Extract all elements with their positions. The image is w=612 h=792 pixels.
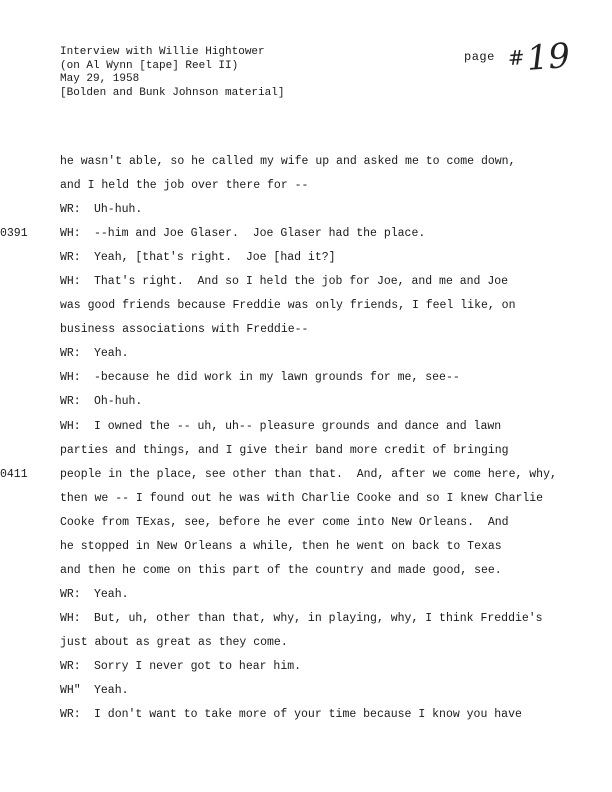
transcript-line [0, 660, 612, 684]
speaker-label: WH: [60, 419, 81, 433]
transcript-body [0, 155, 612, 732]
speaker-label: WH: [60, 611, 81, 625]
line-text: But, uh, other than that, why, in playing, why, I think Freddie's [94, 611, 543, 625]
line-text: Cooke from TExas, see, before he ever come into New Orleans. And [60, 515, 509, 529]
line-content [60, 540, 502, 554]
line-content [60, 323, 308, 337]
speaker-label: WR: [60, 708, 81, 722]
line-text: people in the place, see other than that. And, after we come here, why, [60, 467, 557, 481]
speaker-label: WR: [60, 587, 81, 601]
line-text: and I held the job over there for -- [60, 179, 309, 193]
transcript-line [0, 588, 612, 612]
line-text: Oh-huh. [94, 395, 143, 409]
line-content [60, 492, 543, 506]
tape-counter-code: 0391 [0, 227, 28, 241]
line-content [60, 516, 509, 530]
speaker-label: WR: [60, 659, 81, 673]
header-line-topic: [Bolden and Bunk Johnson material] [60, 86, 285, 99]
transcript-line [0, 420, 612, 444]
document-header [60, 46, 284, 100]
line-content [60, 371, 460, 385]
line-content [60, 251, 336, 265]
speaker-label: WR: [60, 251, 81, 265]
transcript-line [0, 708, 612, 732]
line-text: was good friends because Freddie was only friends, I feel like, on [60, 299, 516, 313]
line-content [60, 227, 425, 241]
line-text: That's right. And so I held the job for Joe, and me and Joe [94, 275, 509, 289]
line-content [60, 588, 129, 602]
page-number: 19 [525, 35, 572, 79]
speaker-label: WR: [60, 347, 81, 361]
transcript-line [0, 179, 612, 203]
handwritten-page-number [507, 36, 572, 80]
page-label: page [464, 50, 495, 64]
transcript-line [0, 612, 612, 636]
speaker-label: WH: [60, 371, 81, 385]
line-text: Yeah. [94, 684, 129, 698]
line-text: business associations with Freddie-- [60, 323, 309, 337]
transcript-line [0, 155, 612, 179]
line-content [60, 660, 301, 674]
line-content [60, 708, 522, 722]
line-text: Sorry I never got to hear him. [94, 659, 302, 673]
line-content [60, 275, 508, 289]
line-content [60, 155, 515, 169]
line-text: he wasn't able, so he called my wife up and asked me to come down, [60, 155, 516, 168]
line-text: Yeah, [that's right. Joe [had it?] [94, 251, 336, 265]
speaker-label: WR: [60, 203, 81, 217]
line-content [60, 420, 501, 434]
transcript-line [0, 323, 612, 347]
line-text: parties and things, and I give their band more credit of bringing [60, 443, 509, 457]
line-content [60, 636, 288, 650]
line-content [60, 347, 129, 361]
transcript-line [0, 371, 612, 395]
line-content [60, 395, 142, 409]
line-text: I don't want to take more of your time because I know you have [94, 708, 522, 722]
line-text: Yeah. [94, 347, 129, 361]
transcript-line [0, 347, 612, 371]
transcript-line [0, 395, 612, 419]
line-content [60, 299, 515, 313]
line-text: Uh-huh. [94, 203, 143, 217]
line-content [60, 564, 502, 578]
line-text: Yeah. [94, 587, 129, 601]
line-content [60, 684, 129, 698]
speaker-label: WH: [60, 275, 81, 289]
header-line-date: May 29, 1958 [60, 73, 140, 85]
transcript-line [0, 492, 612, 516]
transcript-line [0, 299, 612, 323]
speaker-label: WR: [60, 395, 81, 409]
line-text: just about as great as they come. [60, 635, 288, 649]
line-text: --him and Joe Glaser. Joe Glaser had the place. [94, 227, 426, 241]
line-content [60, 468, 557, 482]
transcript-line [0, 516, 612, 540]
line-content [60, 444, 509, 458]
line-text: -because he did work in my lawn grounds for me, see-- [94, 371, 460, 385]
line-content [60, 179, 308, 193]
line-text: then we -- I found out he was with Charlie Cooke and so I knew Charlie [60, 491, 544, 505]
transcript-line [0, 444, 612, 468]
speaker-label: WH" [60, 684, 81, 698]
transcript-line [0, 203, 612, 227]
tape-counter-code: 0411 [0, 467, 28, 481]
transcript-line [0, 540, 612, 564]
line-content [60, 612, 543, 626]
transcript-line [0, 227, 612, 251]
transcript-line [0, 564, 612, 588]
line-text: he stopped in New Orleans a while, then he went on back to Texas [60, 539, 502, 553]
line-content [60, 203, 142, 217]
transcript-line [0, 275, 612, 299]
transcript-line [0, 468, 612, 492]
transcript-line [0, 251, 612, 275]
line-text: and then he come on this part of the country and made good, see. [60, 563, 502, 577]
line-text: I owned the -- uh, uh-- pleasure grounds and dance and lawn [94, 419, 502, 433]
speaker-label: WH: [60, 227, 81, 241]
header-line-title: Interview with Willie Hightower [60, 46, 265, 58]
transcript-line [0, 684, 612, 708]
transcript-line [0, 636, 612, 660]
header-line-tape: (on Al Wynn [tape] Reel II) [60, 59, 239, 72]
page-hash: # [507, 45, 526, 71]
